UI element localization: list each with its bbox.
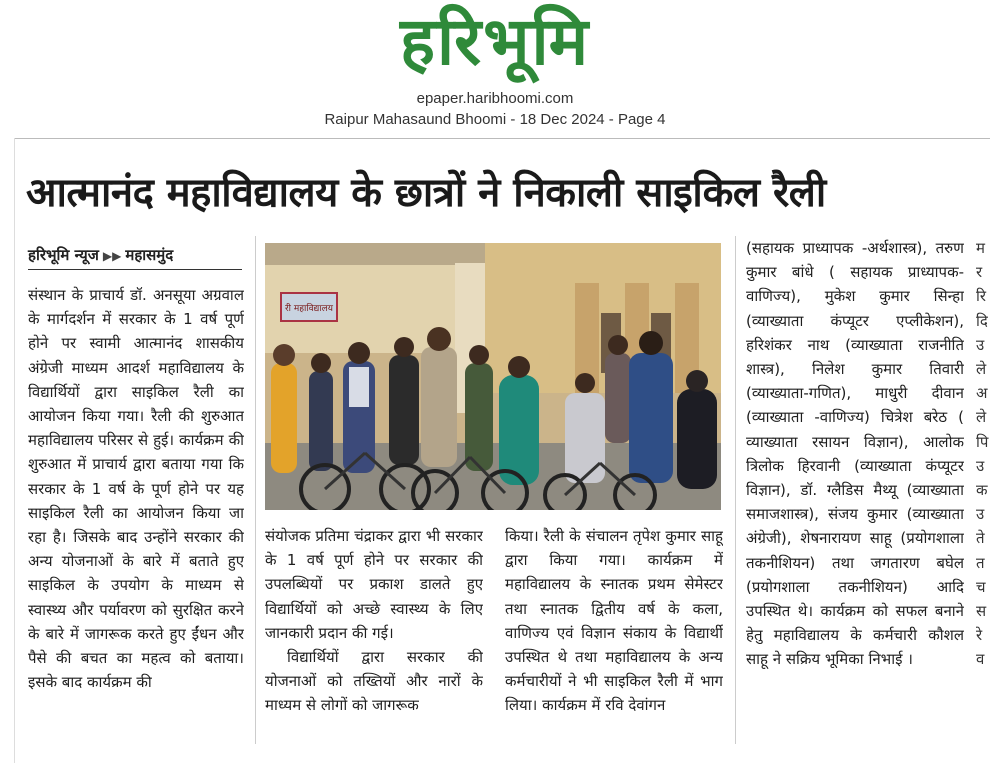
double-arrow-icon: ▶▶	[102, 249, 122, 263]
haribhoomi-logo[interactable]: हरिभूमि	[399, 3, 591, 80]
masthead-divider	[14, 138, 990, 139]
photo-illustration	[265, 243, 721, 510]
byline-source: हरिभूमि न्यूज	[28, 246, 99, 264]
column-1-text: संस्थान के प्राचार्य डॉ. अनसूया अग्रवाल के मार्गदर्शन में सरकार के 1 वर्ष पूर्ण होने पर स्वामी आत्मानंद शासकीय अंग्रेजी माध्यम आदर्श महाविद्यालय के विद्यार्थियों द्वारा साइकिल रैली का आयोजन किया गया। रैली की शुरुआत महाविद्यालय परिसर से हुई। कार्यक्रम की शुरुआत में प्राचार्य द्वारा बताया गया कि सरकार के 1 वर्ष के पूर्ण होने पर यह साइकिल रैली का आयोजन किया जा रहा है। जिसके बाद उन्होंने सरकार की अन्य योजनाओं के बारे में बताते हुए साइकिल के उपयोग के माध्यम से स्वास्थ्य और पर्यावरण को सुरक्षित करने के बारे में जागरूक करते हुए ईंधन और पैसे की बचत का महत्व को बताया। इसके बाद कार्यक्रम की	[28, 286, 244, 692]
masthead	[0, 0, 990, 134]
article-column-2	[265, 524, 483, 744]
edition-info: Raipur Mahasaund Bhoomi - 18 Dec 2024 - Page 4	[324, 111, 666, 128]
column-divider	[255, 236, 256, 744]
article-column-3	[505, 524, 723, 744]
news-photo-cycle-rally[interactable]	[265, 243, 721, 510]
byline	[28, 240, 242, 270]
byline-place: महासमुंद	[125, 246, 174, 264]
photo-sign-text: री महाविद्यालय	[284, 304, 334, 314]
article-column-4	[746, 236, 964, 744]
column-4-text: (सहायक प्राध्यापक -अर्थशास्त्र), तरुण कुमार बांधे ( सहायक प्राध्यापक- वाणिज्य), मुकेश कुमार सिन्हा (व्याख्याता कंप्यूटर एप्लीकेशन), हरिशंकर नाथ (व्याख्याता राजनीति शास्त्र), निलेश कुमार तिवारी (व्याख्याता-गणित), माधुरी दीवान (व्याख्याता -वाणिज्य) चित्रेश बरेठ ( व्याख्याता रसायन विज्ञान), आलोक त्रिलोक हिरवानी (व्याख्याता कंप्यूटर विज्ञान), डॉ. ग्लैडिस मैथ्यू (व्याख्याता समाजशास्त्र), संजय कुमार (व्याख्याता अंग्रेजी), शेषनारायण साहू (प्रयोगशाला तकनीशियन) तथा जगतारण बघेल (प्रयोगशाला तकनीशियन) आदि उपस्थित थे। कार्यक्रम को सफल बनाने हेतु महाविद्यालय के कर्मचारी कौशल साहू ने सक्रिय भूमिका निभाई ।	[746, 239, 964, 669]
column-2-paragraph-2: विद्यार्थियों द्वारा सरकार की योजनाओं को तख्तियों और नारों के माध्यम से लोगों को जागरूक	[265, 648, 483, 715]
article-headline: आत्मानंद महाविद्यालय के छात्रों ने निकाली साइकिल रैली	[26, 170, 826, 216]
epaper-url[interactable]: epaper.haribhoomi.com	[416, 90, 574, 107]
column-divider	[735, 236, 736, 744]
adjacent-article-fragment: म र रि दि उ ले अ ले पि उ क उ ते त च स रे व	[976, 239, 989, 669]
column-2-paragraph-1: संयोजक प्रतिमा चंद्राकर द्वारा भी सरकार के 1 वर्ष पूर्ण होने पर सरकार की उपलब्धियों पर प्रकाश डालते हुए विद्यार्थियों को अच्छे स्वास्थ्य के लिए जानकारी प्रदान की गई।	[265, 527, 483, 642]
page-left-rule	[14, 138, 15, 763]
column-3-text: किया। रैली के संचालन तृपेश कुमार साहू द्वारा किया गया। कार्यक्रम में महाविद्यालय के स्नातक प्रथम सेमेस्टर तथा स्नातक द्वितीय वर्ष के कला, वाणिज्य एवं विज्ञान संकाय के विद्यार्थी उपस्थित थे तथा महाविद्यालय के अन्य कर्मचारीयों ने भी साइकिल रैली में भाग लिया। कार्यक्रम में रवि देवांगन	[505, 527, 723, 715]
article-column-1	[28, 283, 244, 743]
